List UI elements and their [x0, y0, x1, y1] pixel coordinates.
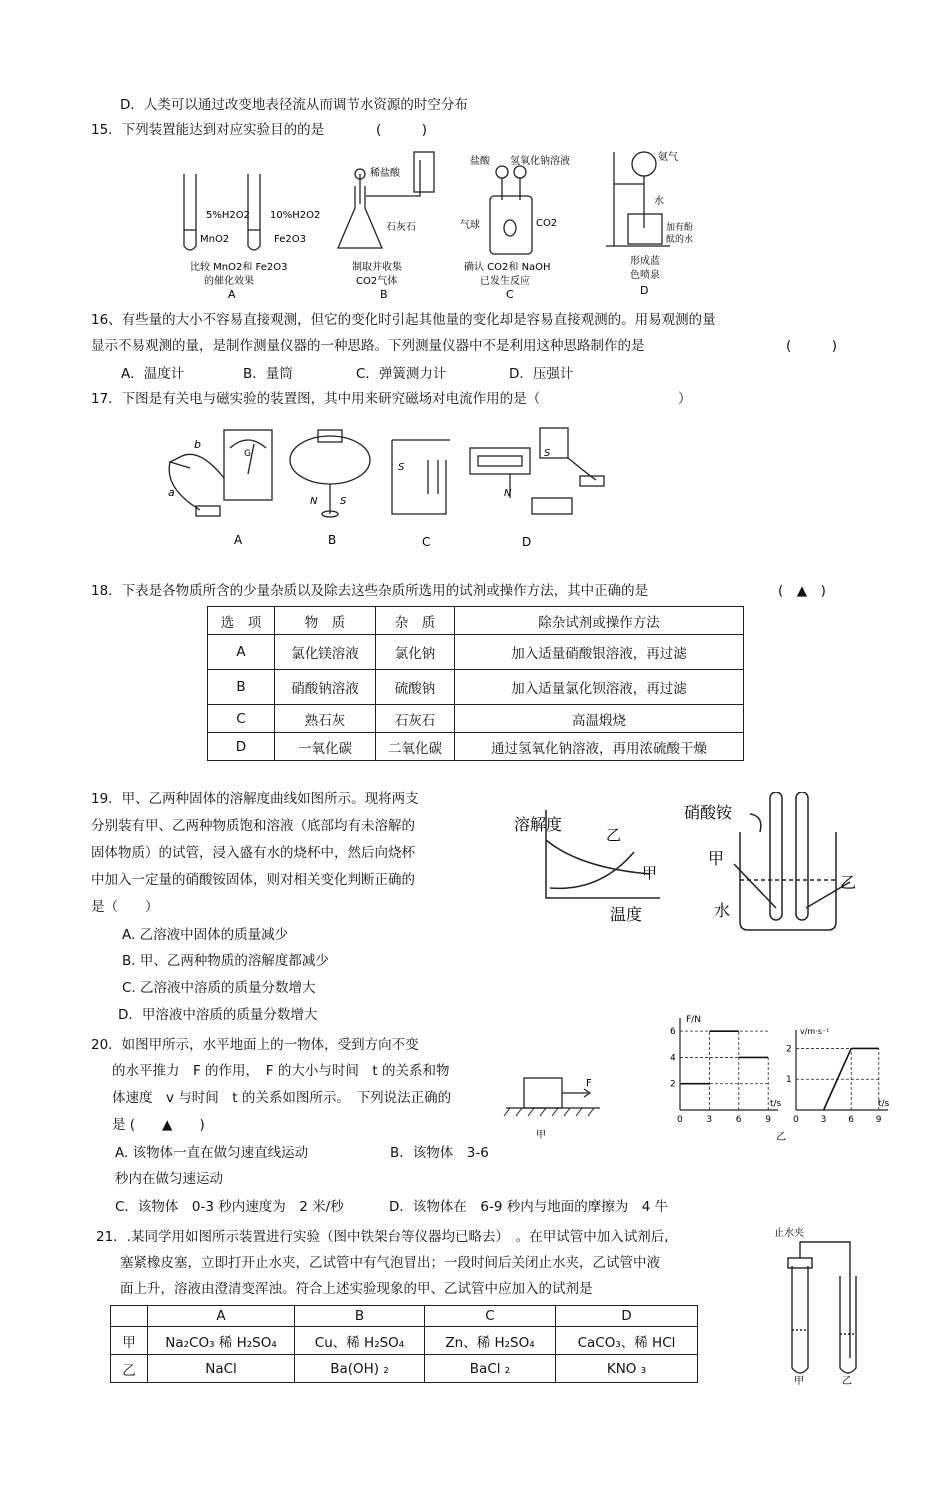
table-cell: A: [148, 1306, 295, 1327]
q21-line3: 面上升，溶液由澄清变浑浊。符合上述实验现象的甲、乙试管中应加入的试剂是: [120, 1281, 593, 1297]
q17-d-n: N: [504, 488, 512, 499]
q15-c-balloon: 气球: [460, 220, 480, 231]
q15-fig-c: [490, 166, 532, 254]
y-tick-label: 2: [786, 1044, 792, 1055]
table-cell: NaCl: [148, 1355, 295, 1383]
q15-a-caption1: 比较 MnO2和 Fe2O3: [190, 262, 288, 273]
q20-line4: 是 ( ▲ ): [112, 1117, 205, 1133]
q19-jia-label: 甲: [708, 849, 725, 868]
table-cell: 氯化镁溶液: [275, 635, 376, 670]
ft-t-label: t/s: [770, 1099, 782, 1109]
q15-d-beaker1: 加有酚: [666, 223, 694, 233]
table-row: [111, 1355, 698, 1383]
q19-series-jia: 甲: [642, 864, 658, 882]
q15-a-solid2: Fe2O3: [274, 234, 306, 245]
q19-option-a: A. 乙溶液中固体的质量减少: [122, 927, 289, 943]
q15-a-tube2: 10%H2O2: [270, 210, 321, 221]
q20-force-label: F: [586, 1078, 592, 1089]
q21-jia-label: 甲: [794, 1376, 804, 1387]
y-tick-label: 1: [786, 1075, 792, 1086]
table-cell: 通过氢氧化钠溶液，再用浓硫酸干燥: [455, 733, 744, 761]
q20-fig-jia: [500, 1068, 610, 1144]
table-row: [208, 705, 744, 733]
q19-solubility-graph: [510, 800, 690, 930]
x-tick-label: 6: [848, 1115, 854, 1125]
q15-d-water: 水: [654, 196, 664, 207]
q18-header-impurity: 杂 质: [376, 607, 455, 635]
q19-salt-label: 硝酸铵: [684, 803, 733, 822]
q15-c-caption1: 确认 CO2和 NaOH: [464, 262, 551, 273]
q16-paren: ( ): [786, 338, 838, 354]
q20-line2: 的水平推力 F 的作用， F 的大小与时间 t 的关系和物: [112, 1063, 450, 1079]
q21-yi-label: 乙: [842, 1376, 852, 1387]
table-cell: C: [208, 705, 275, 733]
q18-header-method: 除杂试剂或操作方法: [455, 607, 744, 635]
q17-label-g: G: [244, 449, 251, 459]
q15-a-letter: A: [228, 288, 236, 301]
table-cell: 加入适量硝酸银溶液，再过滤: [455, 635, 744, 670]
q20-option-b-cont: 秒内在做匀速运动: [115, 1171, 223, 1187]
table-row: [208, 733, 744, 761]
q17-label-a: a: [168, 486, 175, 499]
q15-apparatus-figure: [170, 146, 710, 306]
vt-axis-label: v/m·s⁻¹: [800, 1027, 830, 1036]
q17-letter-b: B: [328, 533, 337, 547]
q19-line1: 19．甲、乙两种固体的溶解度曲线如图所示。现将两支: [91, 791, 419, 807]
q21-apparatus-figure: [770, 1222, 880, 1388]
table-cell: 硫酸钠: [376, 670, 455, 705]
q17-letter-d: D: [522, 535, 532, 549]
q20-jia-caption: 甲: [536, 1130, 546, 1141]
q15-fig-b: [338, 152, 434, 248]
q21-clamp-label: 止水夹: [774, 1228, 804, 1239]
q16-line2: 显示不易观测的量，是制作测量仪器的一种思路。下列测量仪器中不是利用这种思路制作的是: [91, 338, 645, 354]
q15-d-beaker2: 酞的水: [666, 235, 694, 245]
q18-table: [207, 606, 744, 761]
q15-b-acid: 稀盐酸: [370, 168, 400, 179]
q17-b-n: N: [310, 496, 318, 507]
q15-c-caption2: 已发生反应: [480, 276, 530, 287]
q19-line4: 中加入一定量的硝酸铵固体，则对相关变化判断正确的: [91, 872, 415, 888]
q19-line5: 是（ ）: [91, 899, 159, 915]
table-row: [208, 670, 744, 705]
q18-header-option: 选 项: [208, 607, 275, 635]
q15-a-caption2: 的催化效果: [204, 276, 254, 287]
q16-option-d: D．压强计: [509, 366, 574, 382]
table-cell: BaCl ₂: [425, 1355, 556, 1383]
q15-b-stone: 石灰石: [386, 222, 416, 233]
q15-a-tube1: 5%H2O2: [206, 210, 250, 221]
q20-fig-yi-graphs: [660, 1010, 900, 1146]
q15-d-caption1: 形成蓝: [630, 256, 660, 267]
table-cell: B: [295, 1306, 425, 1327]
table-cell: Ba(OH) ₂: [295, 1355, 425, 1383]
q18-stem: 18．下表是各物质所含的少量杂质以及除去这些杂质所选用的试剂或操作方法，其中正确的是: [91, 583, 649, 599]
x-tick-label: 6: [735, 1115, 742, 1125]
table-cell: 硝酸钠溶液: [275, 670, 376, 705]
q19-yi-label: 乙: [840, 873, 857, 892]
q15-c-acid: 盐酸: [470, 156, 490, 167]
q15-b-letter: B: [380, 288, 388, 301]
q17-stem: 17．下图是有关电与磁实验的装置图，其中用来研究磁场对电流作用的是（: [91, 391, 541, 407]
q20-option-c: C．该物体 0-3 秒内速度为 2 米/秒: [115, 1199, 344, 1215]
q17-fig-d: [470, 428, 604, 514]
x-tick-label: 0: [793, 1115, 799, 1125]
x-tick-label: 0: [677, 1115, 683, 1125]
q15-b-caption1: 制取并收集: [352, 262, 402, 273]
q15-c-letter: C: [506, 288, 514, 301]
q15-paren: ( ): [376, 122, 428, 138]
x-tick-label: 3: [706, 1115, 713, 1125]
q15-stem: 15．下列装置能达到对应实验目的的是: [91, 122, 325, 138]
q16-option-a: A．温度计: [121, 366, 185, 382]
q16-option-b: B．量筒: [243, 366, 293, 382]
q17-fig-a: [169, 430, 272, 516]
table-cell: 二氧化碳: [376, 733, 455, 761]
q17-letter-c: C: [422, 535, 431, 549]
q19-series-yi: 乙: [606, 826, 622, 844]
q18-header-substance: 物 质: [275, 607, 376, 635]
x-tick-label: 3: [820, 1115, 827, 1125]
q15-b-caption2: CO2气体: [356, 276, 398, 287]
q17-b-s: S: [340, 496, 347, 507]
table-cell: 乙: [111, 1355, 148, 1383]
curve-jia: [546, 840, 650, 874]
table-cell: 石灰石: [376, 705, 455, 733]
q19-line3: 固体物质）的试管，浸入盛有水的烧杯中，然后向烧杯: [91, 845, 415, 861]
table-cell: [111, 1306, 148, 1327]
q20-option-b: B．该物体 3-6: [390, 1145, 489, 1161]
q17-fig-b: [290, 430, 370, 517]
table-cell: 氯化钠: [376, 635, 455, 670]
table-row: [208, 607, 744, 635]
table-row: [208, 635, 744, 670]
table-cell: C: [425, 1306, 556, 1327]
table-row: [111, 1306, 698, 1327]
q17-label-b: b: [194, 438, 201, 451]
q21-line2: 塞紧橡皮塞，立即打开止水夹，乙试管中有气泡冒出；一段时间后关闭止水夹，乙试管中液: [120, 1255, 660, 1271]
table-cell: 熟石灰: [275, 705, 376, 733]
q20-line3: 体速度 v 与时间 t 的关系如图所示。 下列说法正确的: [112, 1090, 452, 1106]
table-cell: 加入适量氯化钡溶液，再过滤: [455, 670, 744, 705]
q15-d-gas: 氨气: [658, 152, 678, 163]
q17-fig-c: [392, 440, 450, 514]
q18-paren: ( ▲ ): [778, 583, 826, 599]
table-cell: Zn、稀 H₂SO₄: [425, 1327, 556, 1355]
q19-option-b: B. 甲、乙两种物质的溶解度都减少: [122, 953, 329, 969]
q19-water-label: 水: [714, 901, 731, 920]
q19-option-c: C. 乙溶液中溶质的质量分数增大: [122, 980, 316, 996]
table-cell: B: [208, 670, 275, 705]
q17-apparatus-figure: [160, 418, 620, 554]
q17-d-s: S: [544, 448, 551, 459]
q20-line1: 20．如图甲所示，水平地面上的一物体，受到方向不变: [91, 1037, 419, 1053]
q14-option-d: D．人类可以通过改变地表径流从而调节水资源的时空分布: [120, 97, 468, 113]
y-tick-label: 2: [670, 1079, 676, 1090]
ft-chart: [670, 1015, 782, 1125]
table-cell: D: [556, 1306, 698, 1327]
q15-a-solid1: MnO2: [200, 234, 230, 245]
q15-c-base: 氢氧化钠溶液: [510, 156, 570, 167]
ft-axis-label: F/N: [686, 1015, 701, 1025]
y-tick-label: 6: [670, 1027, 676, 1038]
table-cell: 一氧化碳: [275, 733, 376, 761]
table-cell: 甲: [111, 1327, 148, 1355]
q20-option-d: D．该物体在 6-9 秒内与地面的摩擦为 4 牛: [389, 1199, 669, 1215]
table-cell: D: [208, 733, 275, 761]
y-tick-label: 4: [670, 1053, 676, 1064]
q16-option-c: C．弹簧测力计: [356, 366, 447, 382]
q20-option-a: A. 该物体一直在做匀速直线运动: [115, 1145, 309, 1161]
q21-line1: 21．.某同学用如图所示装置进行实验（图中铁架台等仪器均已略去） 。在甲试管中加入试剂后,: [96, 1229, 669, 1245]
table-cell: A: [208, 635, 275, 670]
x-tick-label: 9: [765, 1115, 771, 1125]
table-cell: 高温煅烧: [455, 705, 744, 733]
q17-paren-close: ）: [678, 391, 692, 407]
q19-option-d: D．甲溶液中溶质的质量分数增大: [118, 1007, 318, 1023]
q19-xlabel: 温度: [610, 905, 643, 924]
q21-table: [110, 1305, 698, 1383]
q19-line2: 分别装有甲、乙两种物质饱和溶液（底部均有未溶解的: [91, 818, 415, 834]
q19-ylabel: 溶解度: [514, 815, 563, 834]
q17-letter-a: A: [234, 533, 243, 547]
q19-beaker-figure: [680, 792, 860, 940]
vt-chart: [786, 1027, 890, 1125]
q15-c-gas: CO2: [536, 218, 558, 229]
q20-yi-caption: 乙: [776, 1132, 786, 1143]
vt-t-label: t/s: [878, 1099, 890, 1109]
x-tick-label: 9: [875, 1115, 882, 1125]
table-cell: KNO ₃: [556, 1355, 698, 1383]
table-cell: Na₂CO₃ 稀 H₂SO₄: [148, 1327, 295, 1355]
q15-d-caption2: 色喷泉: [630, 270, 660, 281]
q15-d-letter: D: [640, 284, 649, 297]
table-cell: Cu、稀 H₂SO₄: [295, 1327, 425, 1355]
table-row: [111, 1327, 698, 1355]
table-cell: CaCO₃、稀 HCl: [556, 1327, 698, 1355]
q17-c-s: S: [398, 462, 405, 473]
q16-line1: 16、有些量的大小不容易直接观测，但它的变化时引起其他量的变化却是容易直接观测的。用易观测的量: [91, 312, 716, 328]
